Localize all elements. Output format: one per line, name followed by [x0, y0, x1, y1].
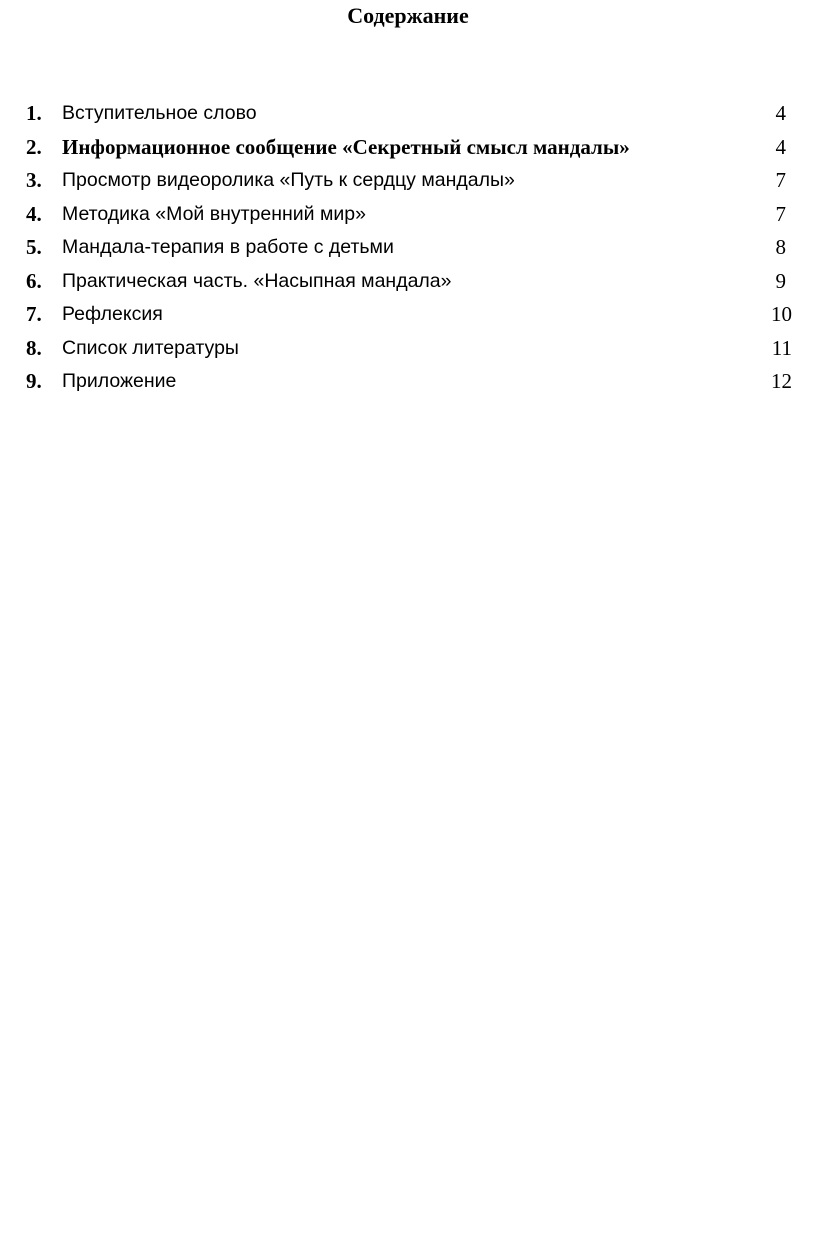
- toc-entry-6: [26, 265, 792, 299]
- toc-entry-number: 6.: [26, 268, 42, 293]
- toc-entry-page: 4: [775, 134, 786, 159]
- toc-entry-number: 9.: [26, 369, 42, 394]
- toc-entry-title: Приложение: [62, 370, 177, 393]
- toc-entry-page: 10: [771, 302, 792, 327]
- toc-entry-number: 7.: [26, 302, 42, 327]
- toc-entry-number: 4.: [26, 201, 42, 226]
- toc-entry-page: 7: [775, 168, 786, 193]
- toc-entry-title: Список литературы: [62, 336, 239, 359]
- toc-entry-title: Вступительное слово: [62, 102, 257, 125]
- toc-entry-title: Практическая часть. «Насыпная мандала»: [62, 269, 452, 292]
- toc-entry-title: Методика «Мой внутренний мир»: [62, 202, 366, 225]
- toc-entry-8: [26, 332, 792, 366]
- toc-entry-page: 8: [775, 235, 786, 260]
- toc-entry-number: 1.: [26, 101, 42, 126]
- toc-entry-page: 4: [775, 101, 786, 126]
- toc-entry-4: [26, 198, 792, 232]
- toc-entry-9: [26, 365, 792, 399]
- toc-entry-title: Мандала-терапия в работе с детьми: [62, 236, 394, 259]
- toc-entry-number: 5.: [26, 235, 42, 260]
- toc-entry-page: 9: [775, 268, 786, 293]
- toc-entry-number: 3.: [26, 168, 42, 193]
- toc-entry-page: 12: [771, 369, 792, 394]
- toc-entry-page: 11: [771, 335, 792, 360]
- toc-entry-number: 2.: [26, 134, 42, 159]
- page-title: Содержание: [347, 3, 469, 28]
- toc-entry-title: Информационное сообщение «Секретный смысл мандалы»: [62, 134, 630, 159]
- toc-entry-page: 7: [775, 201, 786, 226]
- toc-entry-7: [26, 298, 792, 332]
- toc-entry-1: [26, 97, 792, 131]
- toc-entry-2: [26, 131, 792, 165]
- toc-entry-number: 8.: [26, 335, 42, 360]
- table-of-contents: [26, 97, 792, 399]
- toc-entry-5: [26, 231, 792, 265]
- toc-entry-3: [26, 164, 792, 198]
- toc-entry-title: Рефлексия: [62, 303, 163, 326]
- toc-entry-title: Просмотр видеоролика «Путь к сердцу мандалы»: [62, 169, 515, 192]
